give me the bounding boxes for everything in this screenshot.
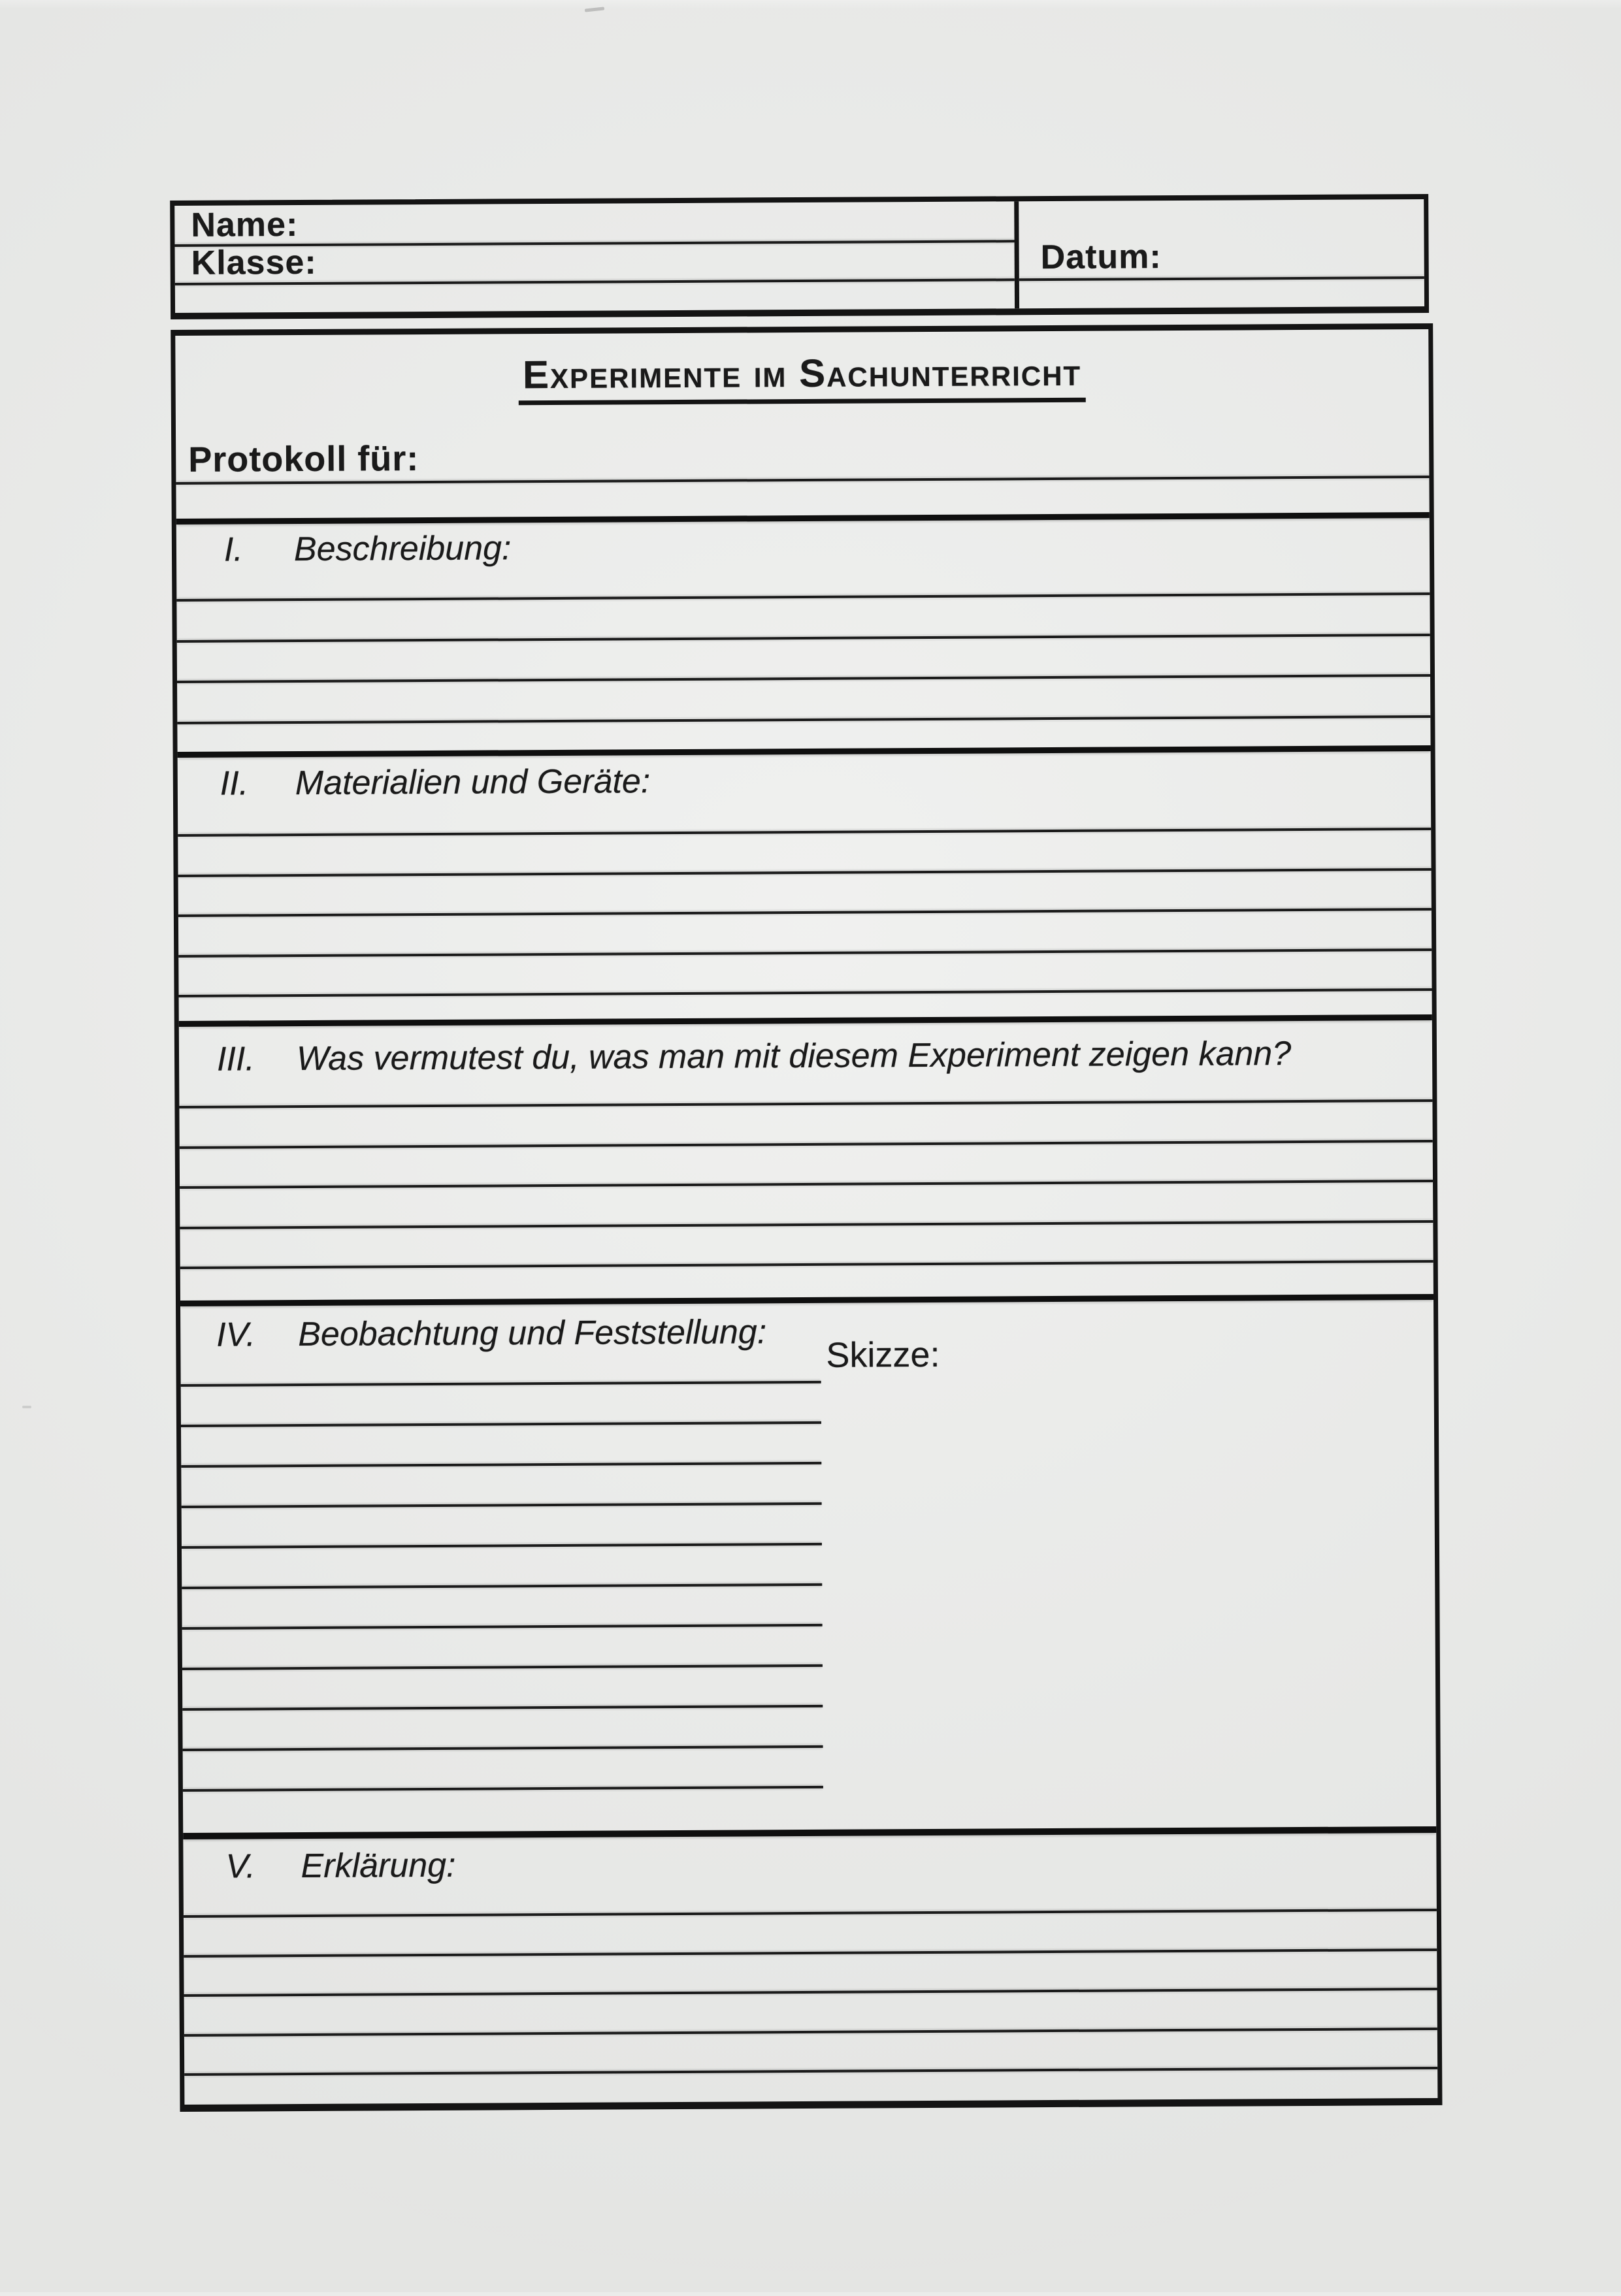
section-divider xyxy=(179,1014,1432,1027)
write-in-line xyxy=(180,1139,1433,1148)
section-v-label: Erklärung: xyxy=(301,1846,456,1886)
date-write-line xyxy=(1019,276,1424,281)
write-in-line xyxy=(178,867,1432,877)
section-i-label: Beschreibung: xyxy=(293,529,512,569)
class-label: Klasse: xyxy=(191,243,317,282)
title-row xyxy=(175,349,1428,407)
name-label: Name: xyxy=(191,206,299,244)
write-in-line xyxy=(182,1502,822,1508)
header-column-divider xyxy=(1014,201,1019,308)
section-divider xyxy=(178,745,1431,758)
write-in-line xyxy=(177,715,1430,724)
write-in-line xyxy=(182,1543,822,1549)
write-in-line xyxy=(176,592,1430,602)
write-in-line xyxy=(178,948,1432,957)
section-divider xyxy=(176,512,1430,525)
write-in-line xyxy=(180,1220,1433,1229)
section-divider xyxy=(180,1294,1433,1306)
section-ii-label: Materialien und Geräte: xyxy=(295,762,651,803)
document-title: Experimente im Sachunterricht xyxy=(519,351,1085,406)
write-in-line xyxy=(182,1624,823,1630)
section-iii-numeral: III. xyxy=(216,1040,255,1078)
write-in-line xyxy=(181,1381,821,1387)
write-in-line xyxy=(182,1664,823,1670)
write-in-line xyxy=(178,828,1431,837)
section-i-numeral: I. xyxy=(223,530,244,569)
write-in-line xyxy=(177,633,1430,642)
section-iv-label: Beobachtung und Feststellung: xyxy=(298,1313,767,1354)
write-in-line xyxy=(180,1260,1433,1269)
write-in-line xyxy=(181,1421,821,1427)
write-in-line xyxy=(177,674,1430,683)
section-ii-numeral: II. xyxy=(220,764,249,803)
header-box xyxy=(170,194,1429,319)
date-label: Datum: xyxy=(1040,238,1162,277)
sketch-area xyxy=(834,1378,1426,2132)
write-in-line xyxy=(180,1180,1433,1189)
write-in-line xyxy=(183,1786,823,1792)
write-in-line xyxy=(179,988,1432,997)
sketch-label: Skizze: xyxy=(826,1334,940,1375)
protocol-label: Protokoll für: xyxy=(188,439,419,479)
write-in-line xyxy=(183,1745,823,1751)
write-in-line xyxy=(182,1583,822,1589)
section-iii-label: Was vermutest du, was man mit diesem Experiment zeigen kann? xyxy=(296,1035,1292,1078)
write-in-line xyxy=(182,1705,823,1711)
write-in-line xyxy=(179,1099,1432,1108)
section-v-numeral: V. xyxy=(225,1847,255,1886)
section-iv-numeral: IV. xyxy=(216,1316,256,1354)
write-in-line xyxy=(181,1462,821,1468)
protocol-box xyxy=(171,323,1442,2112)
write-in-line xyxy=(178,908,1432,917)
